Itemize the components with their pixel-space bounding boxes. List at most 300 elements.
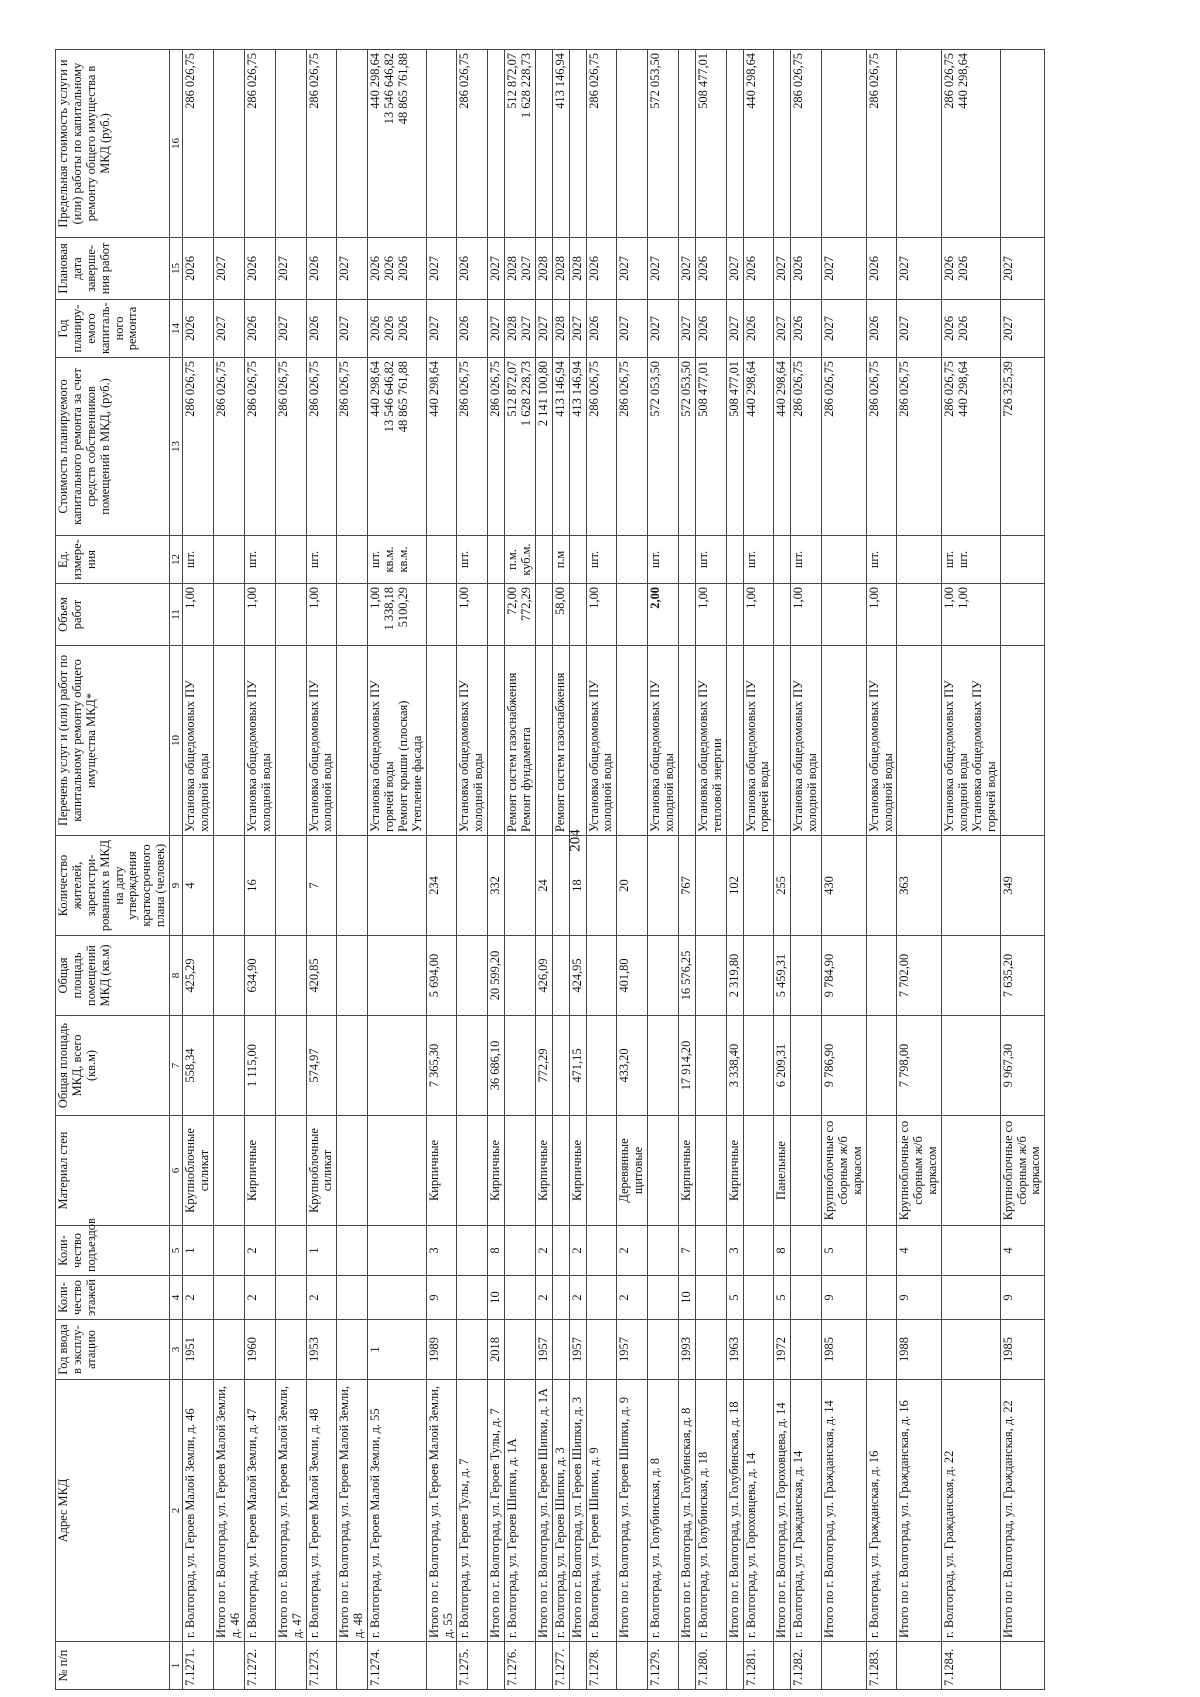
works-list — [368, 646, 427, 836]
row-number: 7.1280. — [695, 1642, 726, 1690]
unit-line: п.м — [552, 550, 567, 569]
commission-year — [695, 1320, 726, 1380]
residents-count: 18 — [569, 836, 586, 936]
unit — [942, 536, 1001, 584]
completion-date-line: 2027 — [519, 256, 534, 281]
unit — [866, 536, 897, 584]
repair-year-line: 2026 — [695, 316, 710, 341]
repair-year-line: 2027 — [275, 316, 290, 341]
residents-count — [552, 836, 569, 936]
completion-date — [586, 238, 617, 300]
address: Итого по г. Волгоград, ул. Героев Малой Земли, д. 47 — [275, 1380, 306, 1642]
wall-material — [505, 1116, 536, 1226]
column-header-6: Материал стен — [56, 1116, 170, 1226]
premises-area: 424,95 — [569, 936, 586, 1016]
residents-count: 234 — [426, 836, 457, 936]
planned-cost-line: 286 026,75 — [275, 361, 290, 417]
row-number: 7.1276. — [505, 1642, 536, 1690]
residents-count — [791, 836, 822, 936]
unit — [678, 536, 695, 584]
limit-cost — [245, 50, 276, 238]
row-number: 7.1271. — [183, 1642, 214, 1690]
unit-line: кв.м. — [382, 546, 397, 573]
planned-cost-line: 572 053,50 — [648, 361, 663, 417]
commission-year — [214, 1320, 245, 1380]
planned-cost — [505, 358, 536, 536]
completion-date — [457, 238, 488, 300]
repair-year-line: 2027 — [337, 316, 352, 341]
table-row — [586, 50, 617, 1690]
works-list — [1000, 646, 1045, 836]
table-row — [866, 50, 897, 1690]
total-area: 7 365,30 — [426, 1016, 457, 1116]
limit-cost — [821, 50, 866, 238]
premises-area — [866, 936, 897, 1016]
entrances-count — [866, 1226, 897, 1276]
planned-cost — [942, 358, 1001, 536]
planned-cost-line: 286 026,75 — [942, 361, 957, 417]
completion-date — [505, 238, 536, 300]
entrances-count: 4 — [897, 1226, 942, 1276]
column-header-9: Количество жителей, зарегистри-рованных в МКД на дату утверждения краткосрочного плана (человек) — [56, 836, 170, 936]
works-list — [457, 646, 488, 836]
commission-year: 1953 — [306, 1320, 337, 1380]
premises-area: 634,90 — [245, 936, 276, 1016]
premises-area: 420,85 — [306, 936, 337, 1016]
works-list-line: Установка общедомовых ПУ холодной воды — [306, 680, 335, 832]
entrances-count: 5 — [821, 1226, 866, 1276]
entrances-count: 1 — [183, 1226, 214, 1276]
repair-year — [488, 300, 505, 358]
row-number: 7.1281. — [743, 1642, 774, 1690]
works-list-line: Ремонт крыши (плоская) — [395, 700, 410, 832]
wall-material — [695, 1116, 726, 1226]
column-number-7: 7 — [170, 1016, 183, 1116]
residents-count: 24 — [535, 836, 552, 936]
table-row-subtotal — [617, 50, 648, 1690]
residents-count — [337, 836, 368, 936]
repair-year-line: 2027 — [214, 316, 229, 341]
premises-area: 7 702,00 — [897, 936, 942, 1016]
planned-cost — [183, 358, 214, 536]
repair-year-line: 2026 — [955, 316, 970, 341]
work-volume — [791, 584, 822, 646]
column-header-4: Коли-чество этажей — [56, 1276, 170, 1320]
address: г. Волгоград, ул. Героев Малой Земли, д. 55 — [368, 1380, 427, 1642]
premises-area — [505, 936, 536, 1016]
repair-year — [586, 300, 617, 358]
completion-date — [791, 238, 822, 300]
planned-cost — [678, 358, 695, 536]
address: Итого по г. Волгоград, ул. Голубинская, д. 18 — [726, 1380, 743, 1642]
unit-line: шт. — [648, 550, 663, 569]
planned-cost-line: 1 628 228,73 — [519, 361, 534, 427]
planned-cost-line: 572 053,50 — [678, 361, 693, 417]
limit-cost — [275, 50, 306, 238]
address: г. Волгоград, ул. Героев Шипки, д. 3 — [552, 1380, 569, 1642]
works-list — [942, 646, 1001, 836]
floors-count — [743, 1276, 774, 1320]
works-list — [306, 646, 337, 836]
planned-cost — [488, 358, 505, 536]
total-area: 558,34 — [183, 1016, 214, 1116]
entrances-count: 2 — [535, 1226, 552, 1276]
table-row-subtotal — [426, 50, 457, 1690]
repair-year-line: 2027 — [488, 316, 503, 341]
work-volume-line: 1,00 — [955, 587, 970, 609]
work-volume-line: 1,00 — [866, 587, 881, 609]
limit-cost — [552, 50, 569, 238]
address: Итого по г. Волгоград, ул. Героев Малой Земли, д. 55 — [426, 1380, 457, 1642]
unit-line: шт. — [183, 550, 198, 569]
row-number — [337, 1642, 368, 1690]
commission-year: 1989 — [426, 1320, 457, 1380]
unit — [552, 536, 569, 584]
commission-year — [743, 1320, 774, 1380]
unit-line: шт. — [245, 550, 259, 569]
column-number-4: 4 — [170, 1276, 183, 1320]
work-volume — [678, 584, 695, 646]
works-list-line: Установка общедомовых ПУ горячей воды — [743, 680, 772, 832]
planned-cost — [695, 358, 726, 536]
repair-year-line: 2026 — [942, 316, 957, 341]
unit — [821, 536, 866, 584]
residents-count: 102 — [726, 836, 743, 936]
works-list-line: Утепление фасада — [409, 735, 424, 832]
completion-date — [368, 238, 427, 300]
repair-year — [569, 300, 586, 358]
limit-cost-line: 572 053,50 — [648, 53, 663, 109]
limit-cost — [942, 50, 1001, 238]
floors-count: 9 — [426, 1276, 457, 1320]
commission-year: 2018 — [488, 1320, 505, 1380]
planned-cost — [535, 358, 552, 536]
limit-cost — [897, 50, 942, 238]
column-number-12: 12 — [170, 536, 183, 584]
floors-count: 10 — [488, 1276, 505, 1320]
unit-line: шт. — [586, 550, 601, 569]
table-row-subtotal — [569, 50, 586, 1690]
address: г. Волгоград, ул. Гражданская, д. 16 — [866, 1380, 897, 1642]
unit — [337, 536, 368, 584]
works-list-line: Ремонт систем газоснабжения — [505, 672, 520, 832]
works-list-line: Установка общедомовых ПУ холодной воды — [245, 680, 273, 832]
completion-date — [617, 238, 648, 300]
planned-cost-line: 286 026,75 — [617, 361, 632, 417]
floors-count: 2 — [245, 1276, 276, 1320]
entrances-count: 2 — [569, 1226, 586, 1276]
column-header-11: Объем работ — [56, 584, 170, 646]
floors-count — [695, 1276, 726, 1320]
premises-area: 5 694,00 — [426, 936, 457, 1016]
completion-date — [648, 238, 679, 300]
floors-count: 2 — [535, 1276, 552, 1320]
repair-year-line: 2026 — [245, 316, 259, 341]
works-list — [678, 646, 695, 836]
entrances-count — [791, 1226, 822, 1276]
row-number: 7.1278. — [586, 1642, 617, 1690]
repair-year-line: 2028 — [505, 316, 520, 341]
repair-year — [552, 300, 569, 358]
limit-cost — [648, 50, 679, 238]
works-list — [426, 646, 457, 836]
repair-year-line: 2027 — [569, 316, 584, 341]
planned-cost-line: 512 872,07 — [505, 361, 520, 417]
planned-cost — [245, 358, 276, 536]
unit — [214, 536, 245, 584]
address: г. Волгоград, ул. Голубинская, д. 18 — [695, 1380, 726, 1642]
table-row-subtotal — [897, 50, 942, 1690]
work-volume-line: 1,00 — [306, 587, 321, 609]
floors-count — [275, 1276, 306, 1320]
work-volume — [821, 584, 866, 646]
floors-count: 9 — [821, 1276, 866, 1320]
address: г. Волгоград, ул. Героев Малой Земли, д. 47 — [245, 1380, 276, 1642]
completion-date-line: 2026 — [183, 256, 198, 281]
work-volume-line: 1,00 — [368, 587, 383, 609]
table-row — [245, 50, 276, 1690]
work-volume-line: 5100,29 — [395, 587, 410, 628]
floors-count — [866, 1276, 897, 1320]
header-row — [56, 50, 170, 1690]
row-number: 7.1284. — [942, 1642, 1001, 1690]
repair-year — [743, 300, 774, 358]
completion-date — [821, 238, 866, 300]
repair-year-line: 2027 — [535, 316, 550, 341]
table-row-subtotal — [1000, 50, 1045, 1690]
repair-year-line: 2027 — [617, 316, 632, 341]
unit-line: шт. — [306, 550, 321, 569]
limit-cost — [505, 50, 536, 238]
completion-date-line: 2027 — [774, 256, 789, 281]
row-number: 7.1282. — [791, 1642, 822, 1690]
limit-cost-line: 48 865 761,88 — [395, 53, 410, 125]
work-volume — [214, 584, 245, 646]
limit-cost-line: 1 628 228,73 — [519, 53, 534, 119]
total-area: 36 686,10 — [488, 1016, 505, 1116]
floors-count — [457, 1276, 488, 1320]
completion-date-line: 2026 — [955, 256, 970, 281]
works-list — [774, 646, 791, 836]
works-list-line: Ремонт фундамента — [519, 727, 534, 832]
wall-material — [368, 1116, 427, 1226]
entrances-count — [214, 1226, 245, 1276]
table-row-subtotal — [337, 50, 368, 1690]
premises-area: 401,80 — [617, 936, 648, 1016]
wall-material — [743, 1116, 774, 1226]
planned-cost — [306, 358, 337, 536]
entrances-count: 2 — [617, 1226, 648, 1276]
wall-material: Крупноблочные со сборным ж/б каркасом — [1000, 1116, 1045, 1226]
work-volume — [183, 584, 214, 646]
residents-count — [743, 836, 774, 936]
limit-cost — [368, 50, 427, 238]
unit-line: шт. — [368, 550, 383, 569]
planned-cost-line: 13 546 646,82 — [382, 361, 397, 433]
column-header-12: Ед. измере-ния — [56, 536, 170, 584]
works-list-line: Установка общедомовых ПУ холодной воды — [457, 680, 486, 832]
row-number — [535, 1642, 552, 1690]
works-list-line: Установка общедомовых ПУ холодной воды — [183, 680, 212, 832]
unit — [183, 536, 214, 584]
limit-cost-line: 286 026,75 — [866, 53, 881, 109]
planned-cost — [426, 358, 457, 536]
repair-year — [648, 300, 679, 358]
planned-cost — [214, 358, 245, 536]
address: Итого по г. Волгоград, ул. Героев Шипки, д. 1А — [535, 1380, 552, 1642]
work-volume — [774, 584, 791, 646]
row-number: 7.1272. — [245, 1642, 276, 1690]
address: Итого по г. Волгоград, ул. Гороховцева, д. 14 — [774, 1380, 791, 1642]
table-row-subtotal — [726, 50, 743, 1690]
work-volume-line: 2,00 — [648, 587, 663, 609]
column-header-15: Плановая дата заверше-ния работ — [56, 238, 170, 300]
wall-material: Кирпичные — [488, 1116, 505, 1226]
wall-material: Кирпичные — [726, 1116, 743, 1226]
unit-line: кв.м. — [395, 546, 410, 573]
premises-area: 5 459,31 — [774, 936, 791, 1016]
limit-cost — [1000, 50, 1045, 238]
completion-date — [726, 238, 743, 300]
planned-cost-line: 286 026,75 — [337, 361, 352, 417]
repair-year-line: 2026 — [743, 316, 758, 341]
repair-year — [368, 300, 427, 358]
works-list — [726, 646, 743, 836]
address: Итого по г. Волгоград, ул. Гражданская, д. 14 — [821, 1380, 866, 1642]
repair-year-line: 2026 — [306, 316, 321, 341]
column-number-1: 1 — [170, 1642, 183, 1690]
completion-date-line: 2026 — [866, 256, 881, 281]
entrances-count — [648, 1226, 679, 1276]
completion-date — [245, 238, 276, 300]
unit — [743, 536, 774, 584]
planned-cost-line: 48 865 761,88 — [395, 361, 410, 433]
row-number — [897, 1642, 942, 1690]
completion-date-line: 2028 — [552, 256, 567, 281]
limit-cost — [586, 50, 617, 238]
works-list-line: Установка общедомовых ПУ холодной воды — [791, 680, 820, 832]
work-volume — [306, 584, 337, 646]
address: Итого по г. Волгоград, ул. Героев Малой Земли, д. 46 — [214, 1380, 245, 1642]
repair-year — [774, 300, 791, 358]
unit — [275, 536, 306, 584]
wall-material — [214, 1116, 245, 1226]
completion-date-line: 2028 — [569, 256, 584, 281]
unit-line: шт. — [457, 550, 472, 569]
address: г. Волгоград, ул. Гороховцева, д. 14 — [743, 1380, 774, 1642]
work-volume — [569, 584, 586, 646]
unit — [505, 536, 536, 584]
limit-cost-line: 512 872,07 — [505, 53, 520, 109]
planned-cost — [552, 358, 569, 536]
residents-count: 16 — [245, 836, 276, 936]
wall-material — [648, 1116, 679, 1226]
limit-cost-line: 286 026,75 — [245, 53, 259, 109]
planned-cost-line: 440 298,64 — [426, 361, 441, 417]
work-volume — [505, 584, 536, 646]
total-area: 17 914,20 — [678, 1016, 695, 1116]
planned-cost-line: 726 325,39 — [1000, 361, 1015, 417]
work-volume — [617, 584, 648, 646]
premises-area: 2 319,80 — [726, 936, 743, 1016]
planned-cost — [774, 358, 791, 536]
row-number — [1000, 1642, 1045, 1690]
works-list-line: Установка общедомовых ПУ холодной воды — [942, 680, 970, 832]
limit-cost — [426, 50, 457, 238]
row-number: 7.1274. — [368, 1642, 427, 1690]
wall-material — [791, 1116, 822, 1226]
entrances-count: 4 — [1000, 1226, 1045, 1276]
unit — [245, 536, 276, 584]
completion-date — [897, 238, 942, 300]
repair-year-line: 2027 — [426, 316, 441, 341]
total-area — [743, 1016, 774, 1116]
table-row — [791, 50, 822, 1690]
limit-cost-line: 286 026,75 — [942, 53, 957, 109]
premises-area — [552, 936, 569, 1016]
unit — [791, 536, 822, 584]
planned-cost-line: 286 026,75 — [214, 361, 229, 417]
column-number-2: 2 — [170, 1380, 183, 1642]
planned-cost-line: 440 298,64 — [743, 361, 758, 417]
work-volume — [743, 584, 774, 646]
residents-count — [275, 836, 306, 936]
repair-year — [214, 300, 245, 358]
completion-date-line: 2026 — [457, 256, 472, 281]
completion-date — [183, 238, 214, 300]
table-row-subtotal — [535, 50, 552, 1690]
repair-year-line: 2027 — [678, 316, 693, 341]
works-list — [183, 646, 214, 836]
completion-date-line: 2027 — [821, 256, 836, 281]
works-list-line: Установка общедомовых ПУ холодной воды — [586, 680, 615, 832]
work-volume — [337, 584, 368, 646]
unit — [569, 536, 586, 584]
total-area — [866, 1016, 897, 1116]
unit-line: шт. — [743, 550, 758, 569]
completion-date — [275, 238, 306, 300]
planned-cost-line: 286 026,75 — [791, 361, 806, 417]
completion-date-line: 2026 — [245, 256, 259, 281]
works-list — [569, 646, 586, 836]
row-number — [617, 1642, 648, 1690]
residents-count: 7 — [306, 836, 337, 936]
row-number — [821, 1642, 866, 1690]
floors-count — [337, 1276, 368, 1320]
premises-area: 7 635,20 — [1000, 936, 1045, 1016]
completion-date — [535, 238, 552, 300]
repair-year — [457, 300, 488, 358]
floors-count — [368, 1276, 427, 1320]
repair-year-line: 2027 — [648, 316, 663, 341]
works-list — [743, 646, 774, 836]
work-volume — [552, 584, 569, 646]
floors-count — [214, 1276, 245, 1320]
residents-count — [866, 836, 897, 936]
limit-cost-line: 440 298,64 — [955, 53, 970, 109]
unit-line: шт. — [695, 550, 710, 569]
entrances-count — [275, 1226, 306, 1276]
repair-year-line: 2026 — [368, 316, 383, 341]
table-row-subtotal — [678, 50, 695, 1690]
completion-date-line: 2026 — [586, 256, 601, 281]
total-area: 772,29 — [535, 1016, 552, 1116]
completion-date-line: 2027 — [275, 256, 290, 281]
commission-year — [275, 1320, 306, 1380]
unit-line: шт. — [866, 550, 881, 569]
completion-date — [569, 238, 586, 300]
planned-cost-line: 286 026,75 — [821, 361, 836, 417]
